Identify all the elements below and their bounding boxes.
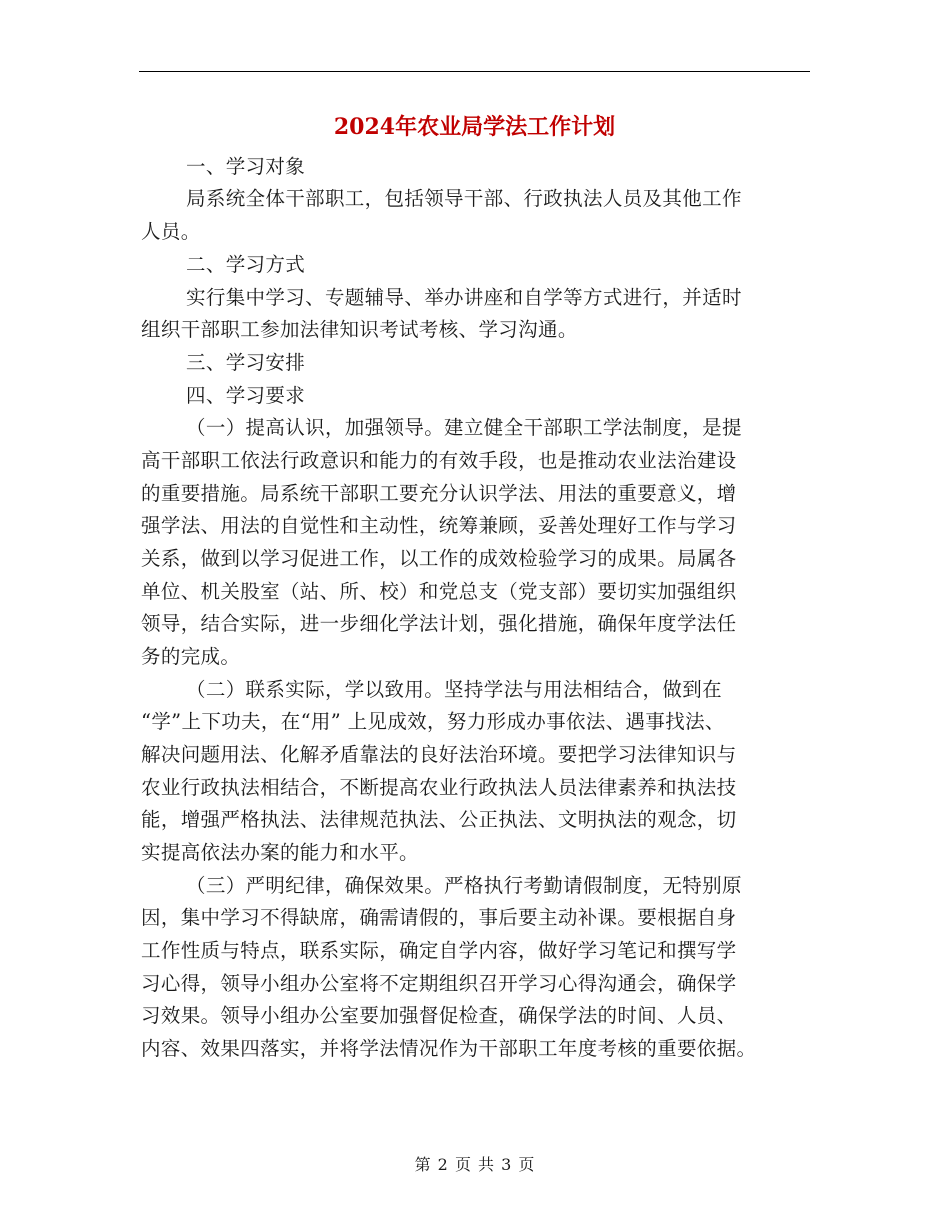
- page-number-footer: 第 2 页 共 3 页: [414, 1155, 536, 1174]
- paragraph-line: 农业行政执法相结合，不断提高农业行政执法人员法律素养和执法技: [141, 776, 737, 799]
- paragraph-line: 内容、效果四落实，并将学法情况作为干部职工年度考核的重要依据。: [141, 1037, 757, 1060]
- paragraph-line: 的重要措施。局系统干部职工要充分认识学法、用法的重要意义，增: [141, 482, 737, 505]
- paragraph-line: （三）严明纪律，确保效果。严格执行考勤请假制度，无特别原: [186, 874, 742, 897]
- paragraph-line: （一）提高认识，加强领导。建立健全干部职工学法制度，是提: [186, 416, 742, 439]
- paragraph-line: 强学法、用法的自觉性和主动性，统筹兼顾，妥善处理好工作与学习: [141, 514, 737, 537]
- document-title: 2024年农业局学法工作计划: [333, 114, 616, 140]
- paragraph-line: 习心得，领导小组办公室将不定期组织召开学习心得沟通会，确保学: [141, 972, 737, 995]
- paragraph-line: （二）联系实际，学以致用。坚持学法与用法相结合，做到在: [186, 678, 722, 701]
- paragraph-line: 关系，做到以学习促进工作，以工作的成效检验学习的成果。局属各: [141, 547, 737, 570]
- paragraph-line: 解决问题用法、化解矛盾靠法的良好法治环境。要把学习法律知识与: [141, 743, 737, 766]
- paragraph-line: 工作性质与特点，联系实际，确定自学内容，做好学习笔记和撰写学: [141, 939, 737, 962]
- paragraph-line: 高干部职工依法行政意识和能力的有效手段，也是推动农业法治建设: [141, 449, 737, 472]
- paragraph-line: 人员。: [141, 220, 201, 243]
- paragraph-line: 单位、机关股室（站、所、校）和党总支（党支部）要切实加强组织: [141, 580, 737, 603]
- paragraph-line: 实行集中学习、专题辅导、举办讲座和自学等方式进行，并适时: [186, 286, 742, 309]
- header-rule: [139, 71, 810, 72]
- section-heading-study-schedule: 三、学习安排: [186, 351, 306, 374]
- paragraph-line: 实提高依法办案的能力和水平。: [141, 841, 419, 864]
- paragraph-line: “学”上下功夫，在“用” 上见成效，努力形成办事依法、遇事找法、: [141, 710, 725, 733]
- paragraph-line: 习效果。领导小组办公室要加强督促检查，确保学法的时间、人员、: [141, 1004, 737, 1027]
- paragraph-line: 务的完成。: [141, 645, 241, 668]
- section-heading-study-methods: 二、学习方式: [186, 253, 306, 276]
- section-heading-study-targets: 一、学习对象: [186, 155, 306, 178]
- paragraph-line: 因，集中学习不得缺席，确需请假的，事后要主动补课。要根据自身: [141, 906, 737, 929]
- paragraph-line: 局系统全体干部职工，包括领导干部、行政执法人员及其他工作: [186, 187, 742, 210]
- paragraph-line: 领导，结合实际，进一步细化学法计划，强化措施，确保年度学法任: [141, 612, 737, 635]
- paragraph-line: 组织干部职工参加法律知识考试考核、学习沟通。: [141, 318, 578, 341]
- section-heading-study-requirements: 四、学习要求: [186, 384, 306, 407]
- paragraph-line: 能，增强严格执法、法律规范执法、公正执法、文明执法的观念，切: [141, 808, 737, 831]
